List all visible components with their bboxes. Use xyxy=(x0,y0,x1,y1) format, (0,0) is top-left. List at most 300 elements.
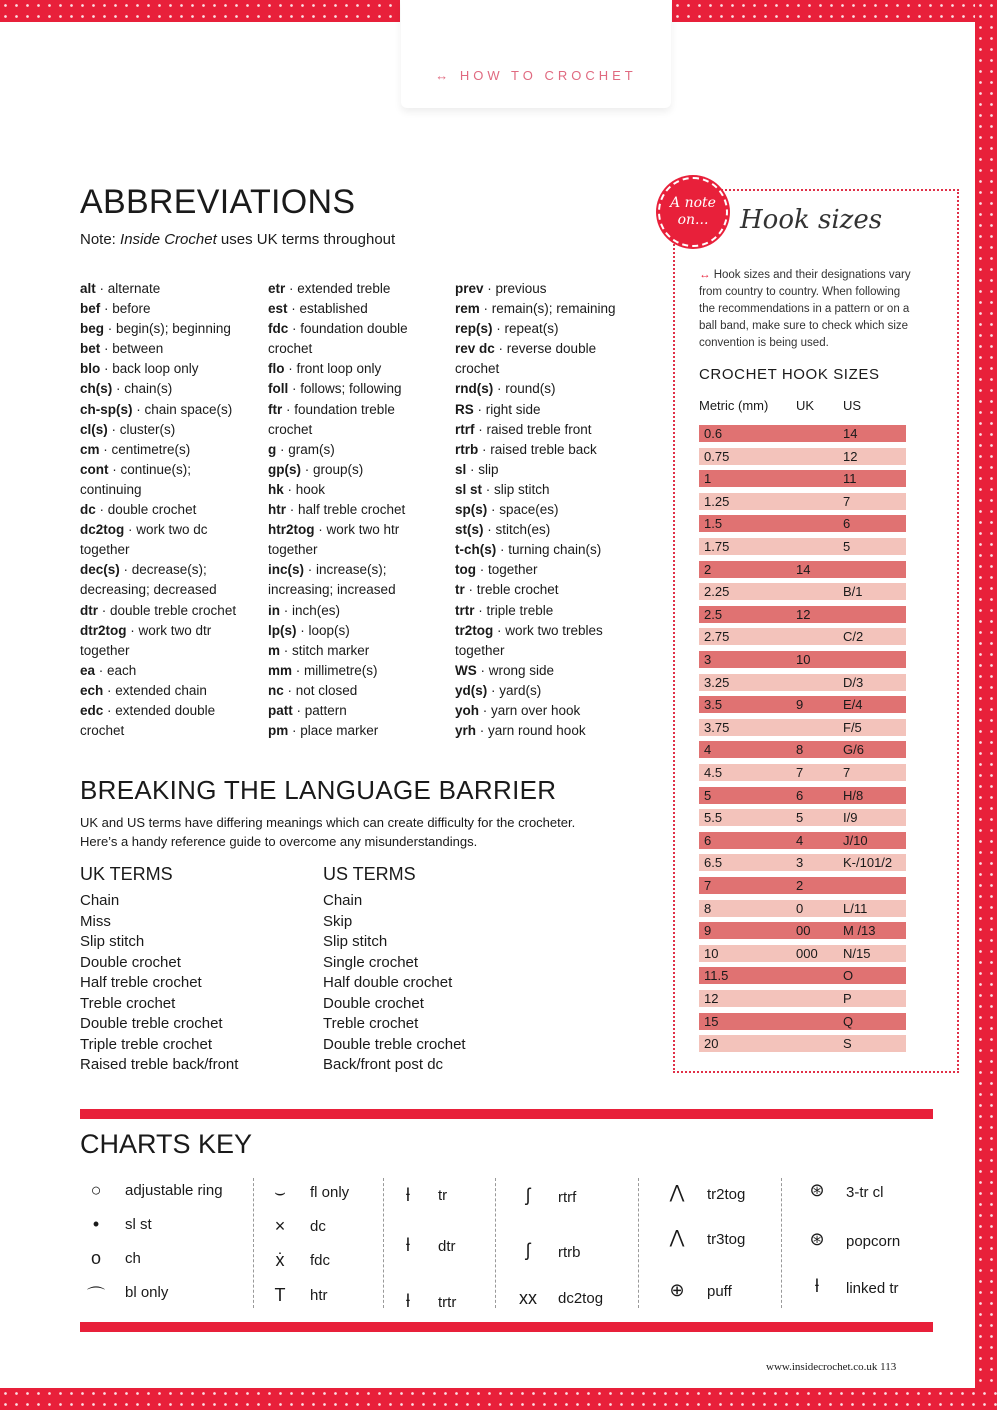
key-divider xyxy=(253,1178,254,1308)
chart-key-label: popcorn xyxy=(846,1233,901,1250)
abbreviation-entry xyxy=(455,379,640,399)
us-cell: F/5 xyxy=(843,719,862,735)
us-cell: E/4 xyxy=(843,697,863,713)
us-term: Single crochet xyxy=(323,953,419,971)
abbreviation-definition: · yard(s) xyxy=(487,682,542,698)
uk-cell: 0 xyxy=(796,900,804,916)
abbreviation-definition: · yarn over hook xyxy=(479,702,581,718)
us-term: Back/front post dc xyxy=(323,1056,444,1073)
abbreviation-definition: increasing; increased xyxy=(268,582,396,598)
abbreviation-term: flo xyxy=(268,361,285,377)
hook-table-title: CROCHET HOOK SIZES xyxy=(699,366,880,383)
metric-cell: 6 xyxy=(704,832,712,848)
uk-term: Raised treble back/front xyxy=(80,1056,239,1073)
metric-cell: 4.5 xyxy=(704,765,723,780)
abbreviation-entry xyxy=(268,400,453,420)
abbreviation-entry xyxy=(80,641,265,661)
hook-size-row xyxy=(699,448,906,465)
abbreviation-definition: crochet xyxy=(80,723,125,739)
hook-size-row xyxy=(699,628,906,645)
abbreviation-column-2 xyxy=(268,279,453,741)
abbreviation-term: t-ch(s) xyxy=(455,542,497,558)
abbreviation-term: bef xyxy=(80,301,101,317)
abbreviation-entry xyxy=(455,540,640,560)
hook-size-row xyxy=(699,809,906,826)
metric-cell: 10 xyxy=(704,945,719,961)
abbreviation-definition: · work two trebles xyxy=(493,622,603,638)
abbreviation-entry xyxy=(80,339,265,359)
abbreviation-term: sp(s) xyxy=(455,502,488,518)
us-cell: L/11 xyxy=(843,900,868,916)
header-metric: Metric (mm) xyxy=(699,398,769,413)
uk-term: Treble crochet xyxy=(80,994,176,1012)
abbreviation-definition: · increase(s); xyxy=(304,562,387,578)
metric-cell: 1 xyxy=(704,471,712,487)
abbreviation-definition: crochet xyxy=(268,421,313,437)
abbreviation-definition: · centimetre(s) xyxy=(99,441,191,457)
us-cell: B/1 xyxy=(843,584,863,600)
chart-key-label: adjustable ring xyxy=(125,1182,223,1199)
abbreviation-entry xyxy=(80,721,265,741)
abbreviation-entry xyxy=(455,601,640,621)
abbreviation-definition: · cluster(s) xyxy=(107,421,176,437)
uk-cell: 10 xyxy=(796,652,811,667)
uk-cell: 000 xyxy=(796,945,818,961)
abbreviation-definition: · chain space(s) xyxy=(132,401,233,417)
hook-size-row xyxy=(699,787,906,804)
chart-key-label: htr xyxy=(310,1287,328,1304)
hook-size-row xyxy=(699,967,906,984)
abbreviation-entry xyxy=(455,580,640,600)
charts-key-title: CHARTS KEY xyxy=(80,1129,253,1159)
abbreviation-entry xyxy=(455,480,640,500)
puff-icon: ⊕ xyxy=(669,1280,685,1300)
abbreviation-entry xyxy=(455,681,640,701)
abbreviation-definition: · raised treble back xyxy=(478,441,597,457)
chart-key-label: rtrf xyxy=(558,1189,577,1206)
abbreviation-definition: · group(s) xyxy=(301,461,364,477)
metric-cell: 3 xyxy=(704,652,712,667)
abbreviation-entry xyxy=(80,601,265,621)
hook-size-row xyxy=(699,606,906,623)
abbreviation-term: blo xyxy=(80,361,101,377)
us-cell: I/9 xyxy=(843,810,858,826)
abbreviation-definition: · yarn round hook xyxy=(476,723,586,739)
abbreviation-definition: · treble crochet xyxy=(464,582,559,598)
hook-size-row xyxy=(699,900,906,917)
abbreviation-term: est xyxy=(268,301,288,317)
abbreviation-definition: · slip xyxy=(466,461,499,477)
page-footer: www.insidecrochet.co.uk 113 xyxy=(766,1361,897,1373)
abbreviation-definition: together xyxy=(80,542,130,558)
abbreviation-term: rem xyxy=(455,301,480,317)
abbreviation-definition: · extended chain xyxy=(103,682,207,698)
abbreviation-definition: · alternate xyxy=(95,281,161,296)
us-cell: P xyxy=(843,991,852,1006)
uk-cell: 5 xyxy=(796,810,804,826)
hook-size-row xyxy=(699,719,906,736)
language-barrier-intro: UK and US terms have differing meanings which can create difficulty for the crocheter. Here’s a handy reference guide to overcome any misunderstandings. xyxy=(80,815,576,849)
abbreviation-definition: · previous xyxy=(483,281,547,296)
metric-cell: 1.25 xyxy=(704,493,730,509)
abbreviation-entry xyxy=(268,580,453,600)
chart-key-label: sl st xyxy=(125,1216,152,1233)
abbreviation-term: WS xyxy=(455,662,477,678)
slip-stitch-icon: • xyxy=(92,1214,100,1234)
abbreviation-term: gp(s) xyxy=(268,461,301,477)
us-cell: 14 xyxy=(843,426,858,441)
hook-size-row xyxy=(699,538,906,555)
polka-dot-border-bottom xyxy=(0,1388,997,1410)
abbreviation-entry xyxy=(268,299,453,319)
us-cell: H/8 xyxy=(843,787,864,803)
abbreviation-term: in xyxy=(268,602,280,618)
abbreviation-term: bet xyxy=(80,341,101,357)
us-cell: Q xyxy=(843,1013,854,1029)
abbreviation-entry xyxy=(80,500,265,520)
language-barrier-title: BREAKING THE LANGUAGE BARRIER xyxy=(80,775,557,805)
abbreviation-entry xyxy=(268,701,453,721)
abbreviation-definition: · raised treble front xyxy=(474,421,592,437)
abbreviation-definition: continuing xyxy=(80,481,142,497)
abbreviation-entry xyxy=(268,621,453,641)
abbreviation-entry xyxy=(268,480,453,500)
chart-key-label: dc xyxy=(310,1218,326,1235)
abbreviation-term: rtrb xyxy=(455,441,479,457)
chart-key-label: linked tr xyxy=(846,1280,899,1297)
hook-size-row xyxy=(699,425,906,442)
abbreviation-entry xyxy=(455,701,640,721)
abbreviation-column-3 xyxy=(455,279,640,741)
abbreviation-definition: crochet xyxy=(455,361,500,377)
abbreviation-term: rnd(s) xyxy=(455,381,494,397)
metric-cell: 3.5 xyxy=(704,697,723,713)
abbreviation-definition: · foundation double xyxy=(288,321,408,337)
abbreviation-term: trtr xyxy=(455,602,475,618)
abbreviation-term: htr2tog xyxy=(268,522,315,538)
metric-cell: 1.75 xyxy=(704,539,730,554)
header-uk: UK xyxy=(796,398,815,413)
abbreviation-entry xyxy=(455,279,640,299)
abbreviation-entry xyxy=(268,440,453,460)
abbreviation-term: ech xyxy=(80,682,104,698)
hook-size-row xyxy=(699,832,906,849)
treble-icon: ƚ xyxy=(406,1185,410,1205)
abbreviation-definition: · work two htr xyxy=(314,522,400,538)
abbreviation-term: fdc xyxy=(268,321,289,337)
abbreviation-term: tr2tog xyxy=(455,622,494,638)
abbreviation-entry xyxy=(455,359,640,379)
abbreviation-definition: · work two dtr xyxy=(126,622,212,638)
abbreviation-term: st(s) xyxy=(455,522,484,538)
uk-cell: 14 xyxy=(796,561,811,577)
abbreviation-term: etr xyxy=(268,281,286,296)
section-header-tab xyxy=(401,0,671,108)
abbreviation-entry xyxy=(80,621,265,641)
chart-key-label: trtr xyxy=(438,1294,457,1311)
hook-size-row xyxy=(699,515,906,532)
us-cell: 5 xyxy=(843,539,851,554)
hook-size-row xyxy=(699,583,906,600)
metric-cell: 5.5 xyxy=(704,810,723,826)
abbreviation-definition: · work two dc xyxy=(124,522,208,538)
chart-key-label: tr3tog xyxy=(707,1231,746,1248)
hook-size-row xyxy=(699,877,906,894)
metric-cell: 7 xyxy=(704,878,712,893)
abbreviation-entry xyxy=(455,339,640,359)
abbreviation-definition: · turning chain(s) xyxy=(496,542,602,558)
abbreviation-term: sl st xyxy=(455,481,483,497)
uk-terms-heading: UK TERMS xyxy=(80,864,173,884)
abbreviation-term: dtr2tog xyxy=(80,622,127,638)
abbreviation-entry xyxy=(268,460,453,480)
abbreviation-definition: · before xyxy=(100,301,151,317)
us-term: Double treble crochet xyxy=(323,1035,466,1053)
abbreviation-term: rep(s) xyxy=(455,321,493,337)
abbreviations-title: ABBREVIATIONS xyxy=(80,183,356,221)
abbreviation-entry xyxy=(80,661,265,681)
abbreviation-entry xyxy=(80,480,265,500)
abbreviations-note: Note: Inside Crochet uses UK terms throughout xyxy=(80,231,396,248)
us-terms-list xyxy=(323,891,466,1076)
us-cell: 7 xyxy=(843,765,851,780)
abbreviation-definition: · extended treble xyxy=(285,281,391,296)
abbreviation-term: lp(s) xyxy=(268,622,297,638)
abbreviation-entry xyxy=(455,400,640,420)
hook-sizes-description: ↔ Hook sizes and their designations vary from country to country. When following the recommendations in a pattern or on a ball band, make sure to check which size convention is being used. xyxy=(699,269,911,349)
abbreviation-definition: · decrease(s); xyxy=(119,562,207,578)
uk-cell: 7 xyxy=(796,765,804,780)
three-tr-cluster-icon: ⊛ xyxy=(809,1180,825,1200)
us-cell: 7 xyxy=(843,493,851,509)
foundation-dc-icon: ẋ xyxy=(275,1250,285,1270)
abbreviation-definition: · wrong side xyxy=(476,662,555,678)
metric-cell: 2.5 xyxy=(704,606,723,622)
abbreviation-definition: · place marker xyxy=(288,723,379,739)
abbreviation-term: rtrf xyxy=(455,421,475,437)
abbreviation-definition: · chain(s) xyxy=(112,381,173,397)
abbreviation-entry xyxy=(455,661,640,681)
hook-size-row xyxy=(699,990,906,1007)
charts-key-top-rule xyxy=(80,1109,933,1119)
abbreviation-term: foll xyxy=(268,381,289,397)
abbreviation-entry xyxy=(455,621,640,641)
us-cell: 6 xyxy=(843,516,851,532)
tr3tog-icon: ⋀ xyxy=(669,1227,685,1247)
chart-key-label: bl only xyxy=(125,1284,169,1301)
tr2tog-icon: ⋀ xyxy=(669,1182,685,1202)
key-divider xyxy=(383,1178,384,1308)
hook-size-row xyxy=(699,741,906,758)
us-cell: O xyxy=(843,968,854,984)
hook-size-row xyxy=(699,764,906,781)
header-us: US xyxy=(843,398,862,413)
hook-size-row xyxy=(699,854,906,871)
chart-key-label: fl only xyxy=(310,1184,350,1201)
abbreviation-entry xyxy=(80,319,265,339)
abbreviation-entry xyxy=(268,500,453,520)
abbreviation-term: patt xyxy=(268,702,293,718)
abbreviation-entry xyxy=(80,460,265,480)
abbreviation-entry xyxy=(268,379,453,399)
abbreviation-entry xyxy=(80,359,265,379)
htr-icon: T xyxy=(274,1285,286,1305)
abbreviation-definition: · continue(s); xyxy=(108,461,192,477)
abbreviation-definition: · remain(s); remaining xyxy=(479,301,616,317)
abbreviation-term: mm xyxy=(268,662,293,678)
abbreviation-definition: · loop(s) xyxy=(296,622,350,638)
abbreviation-term: cont xyxy=(80,461,109,477)
abbreviation-definition: · front loop only xyxy=(284,361,382,377)
us-term: Half double crochet xyxy=(323,974,453,991)
us-cell: K-/101/2 xyxy=(843,855,893,871)
abbreviation-entry xyxy=(455,460,640,480)
hook-size-row xyxy=(699,922,906,939)
uk-term: Miss xyxy=(80,912,111,930)
metric-cell: 2.75 xyxy=(704,629,730,645)
abbreviation-definition: · extended double xyxy=(103,702,216,718)
abbreviation-term: dec(s) xyxy=(80,562,120,578)
abbreviation-definition: · slip stitch xyxy=(482,481,550,497)
abbreviation-definition: · begin(s); beginning xyxy=(104,321,231,337)
abbreviation-entry xyxy=(268,681,453,701)
uk-cell: 8 xyxy=(796,742,804,758)
us-cell: S xyxy=(843,1036,852,1052)
hook-size-row xyxy=(699,561,906,578)
uk-term: Triple treble crochet xyxy=(80,1035,212,1053)
us-term: Double crochet xyxy=(323,994,424,1012)
front-loop-icon: ⌣ xyxy=(274,1182,286,1202)
abbreviation-term: RS xyxy=(455,401,474,417)
us-term: Treble crochet xyxy=(323,1015,419,1032)
abbreviation-term: g xyxy=(268,441,277,457)
abbreviation-entry xyxy=(80,681,265,701)
metric-cell: 20 xyxy=(704,1036,719,1052)
adjustable-ring-icon: ○ xyxy=(90,1180,102,1200)
metric-cell: 12 xyxy=(704,991,719,1006)
back-loop-icon: ⌒ xyxy=(87,1286,105,1306)
abbreviation-entry xyxy=(80,580,265,600)
abbreviation-entry xyxy=(455,721,640,741)
uk-cell: 6 xyxy=(796,787,804,803)
abbreviation-entry xyxy=(268,359,453,379)
chart-key-label: 3-tr cl xyxy=(846,1184,884,1201)
abbreviation-entry xyxy=(268,601,453,621)
abbreviation-term: dc2tog xyxy=(80,522,125,538)
abbreviation-entry xyxy=(268,520,453,540)
abbreviation-definition: crochet xyxy=(268,341,313,357)
abbreviation-term: rev dc xyxy=(455,341,495,357)
uk-term: Double crochet xyxy=(80,953,181,971)
chain-icon: o xyxy=(90,1248,101,1268)
metric-cell: 0.75 xyxy=(704,448,730,464)
hook-size-row xyxy=(699,1013,906,1030)
uk-cell: 4 xyxy=(796,832,804,848)
metric-cell: 3.25 xyxy=(704,674,730,690)
uk-terms-list xyxy=(80,891,238,1076)
us-terms-heading: US TERMS xyxy=(323,864,416,884)
abbreviation-entry xyxy=(455,520,640,540)
abbreviation-term: dtr xyxy=(80,602,98,618)
metric-cell: 3.75 xyxy=(704,719,730,735)
us-cell: 11 xyxy=(843,471,857,487)
hook-size-row xyxy=(699,470,906,487)
abbreviation-entry xyxy=(268,319,453,339)
abbreviation-term: yd(s) xyxy=(455,682,488,698)
metric-cell: 8 xyxy=(704,900,712,916)
abbreviation-definition: · follows; following xyxy=(288,381,402,397)
chart-key-label: puff xyxy=(707,1283,732,1300)
polka-dot-border-right xyxy=(975,0,997,1410)
abbreviation-entry xyxy=(80,440,265,460)
us-cell: C/2 xyxy=(843,629,864,645)
arrow-icon: ↔ xyxy=(699,269,711,281)
abbreviation-entry xyxy=(80,279,265,299)
chart-key-label: fdc xyxy=(310,1252,331,1269)
metric-cell: 15 xyxy=(704,1013,719,1029)
abbreviation-definition: · stitch marker xyxy=(280,642,370,658)
hook-size-row xyxy=(699,493,906,510)
double-treble-icon: ƚ xyxy=(406,1235,410,1255)
arrow-icon: ↔ xyxy=(435,68,460,83)
abbreviation-term: prev xyxy=(455,281,484,296)
us-cell: 12 xyxy=(843,448,858,464)
metric-cell: 4 xyxy=(704,742,712,758)
abbreviation-term: yrh xyxy=(455,723,477,739)
abbreviation-definition: · hook xyxy=(283,481,326,497)
abbreviation-entry xyxy=(268,540,453,560)
abbreviation-definition: · established xyxy=(287,301,368,317)
abbreviation-definition: · gram(s) xyxy=(276,441,335,457)
abbreviation-term: ch(s) xyxy=(80,381,113,397)
abbreviation-term: m xyxy=(268,642,281,658)
metric-cell: 11.5 xyxy=(704,968,729,984)
metric-cell: 9 xyxy=(704,923,712,939)
abbreviation-definition: decreasing; decreased xyxy=(80,582,217,598)
hook-size-row xyxy=(699,945,906,962)
metric-cell: 6.5 xyxy=(704,855,723,871)
abbreviation-entry xyxy=(80,701,265,721)
abbreviation-entry xyxy=(268,339,453,359)
abbreviation-entry xyxy=(455,560,640,580)
abbreviation-entry xyxy=(455,500,640,520)
abbreviation-entry xyxy=(80,420,265,440)
abbreviation-entry xyxy=(455,299,640,319)
metric-cell: 2 xyxy=(704,561,712,577)
us-cell: D/3 xyxy=(843,674,864,690)
abbreviation-definition: · repeat(s) xyxy=(492,321,559,337)
abbreviation-entry xyxy=(80,560,265,580)
abbreviation-term: alt xyxy=(80,281,96,296)
chart-key-label: tr xyxy=(438,1187,448,1204)
uk-cell: 9 xyxy=(796,697,804,713)
uk-cell: 12 xyxy=(796,606,811,622)
metric-cell: 5 xyxy=(704,787,712,803)
uk-cell: 2 xyxy=(796,878,804,893)
abbreviation-definition: together xyxy=(80,642,130,658)
a-note-on-badge: A note on... xyxy=(658,177,728,247)
uk-term: Double treble crochet xyxy=(80,1015,223,1032)
abbreviation-entry xyxy=(455,641,640,661)
us-cell: G/6 xyxy=(843,742,864,758)
chart-key-label: ch xyxy=(125,1250,141,1267)
abbreviation-entry xyxy=(80,520,265,540)
abbreviation-definition: · each xyxy=(95,662,137,678)
abbreviation-definition: · half treble crochet xyxy=(286,502,406,518)
hook-size-row xyxy=(699,674,906,691)
abbreviation-definition: · right side xyxy=(473,401,541,417)
abbreviation-definition: together xyxy=(455,642,505,658)
